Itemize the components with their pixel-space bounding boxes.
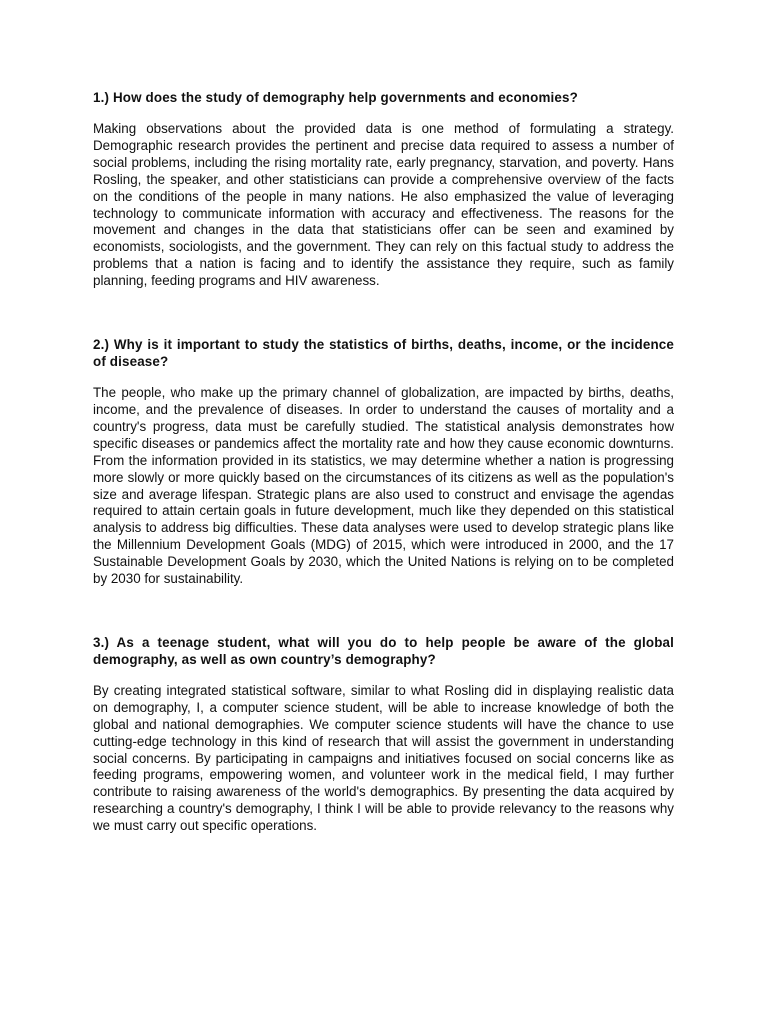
question-3-heading: 3.) As a teenage student, what will you do to help people be aware of the global demography, as well as own country’s demography? (93, 634, 674, 667)
document-page (93, 89, 674, 835)
qa-section-3 (93, 634, 674, 835)
answer-3-paragraph: By creating integrated statistical software, similar to what Rosling did in displaying realistic data on demography, I, a computer science student, will be able to increase knowledge of both the global and national demographies. We computer science students will have the chance to use cutting-edge technology in this kind of research that will assist the government in understanding social concerns. By participating in campaigns and initiatives focused on social concerns like as feeding programs, empowering women, and volunteer work in the medical field, I may further contribute to raising awareness of the world's demographics. By presenting the data acquired by researching a country's demography, I think I will be able to provide relevancy to the reasons why we must carry out specific operations. (93, 682, 674, 834)
question-2-heading: 2.) Why is it important to study the statistics of births, deaths, income, or the incidence of disease? (93, 337, 674, 370)
qa-section-1 (93, 89, 674, 290)
qa-section-2 (93, 336, 674, 588)
question-1-heading: 1.) How does the study of demography help governments and economies? (93, 90, 578, 105)
answer-2-paragraph: The people, who make up the primary channel of globalization, are impacted by births, deaths, income, and the prevalence of diseases. In order to understand the causes of mortality and a country's progress, data must be carefully studied. The statistical analysis demonstrates how specific diseases or pandemics affect the mortality rate and how they cause economic downturns. From the information provided in its statistics, we may determine whether a nation is progressing more slowly or more quickly based on the circumstances of its citizens as well as the population's size and average lifespan. Strategic plans are also used to construct and envisage the agendas required to attain certain goals in future development, much like they depended on this statistical analysis to address big difficulties. These data analyses were used to develop strategic plans like the Millennium Development Goals (MDG) of 2015, which were introduced in 2000, and the 17 Sustainable Development Goals by 2030, which the United Nations is relying on to be completed by 2030 for sustainability. (93, 385, 674, 587)
answer-1-paragraph: Making observations about the provided data is one method of formulating a strategy. Demographic research provides the pertinent and precise data required to assess a number of social problems, including the rising mortality rate, early pregnancy, starvation, and poverty. Hans Rosling, the speaker, and other statisticians can provide a comprehensive overview of the facts on the conditions of the people in many nations. He also emphasized the value of leveraging technology to communicate information with accuracy and effectiveness. The reasons for the movement and changes in the data that statisticians offer can be seen and examined by economists, sociologists, and the government. They can rely on this factual study to address the problems that a nation is facing and to identify the assistance they require, such as family planning, feeding programs and HIV awareness. (93, 121, 674, 289)
